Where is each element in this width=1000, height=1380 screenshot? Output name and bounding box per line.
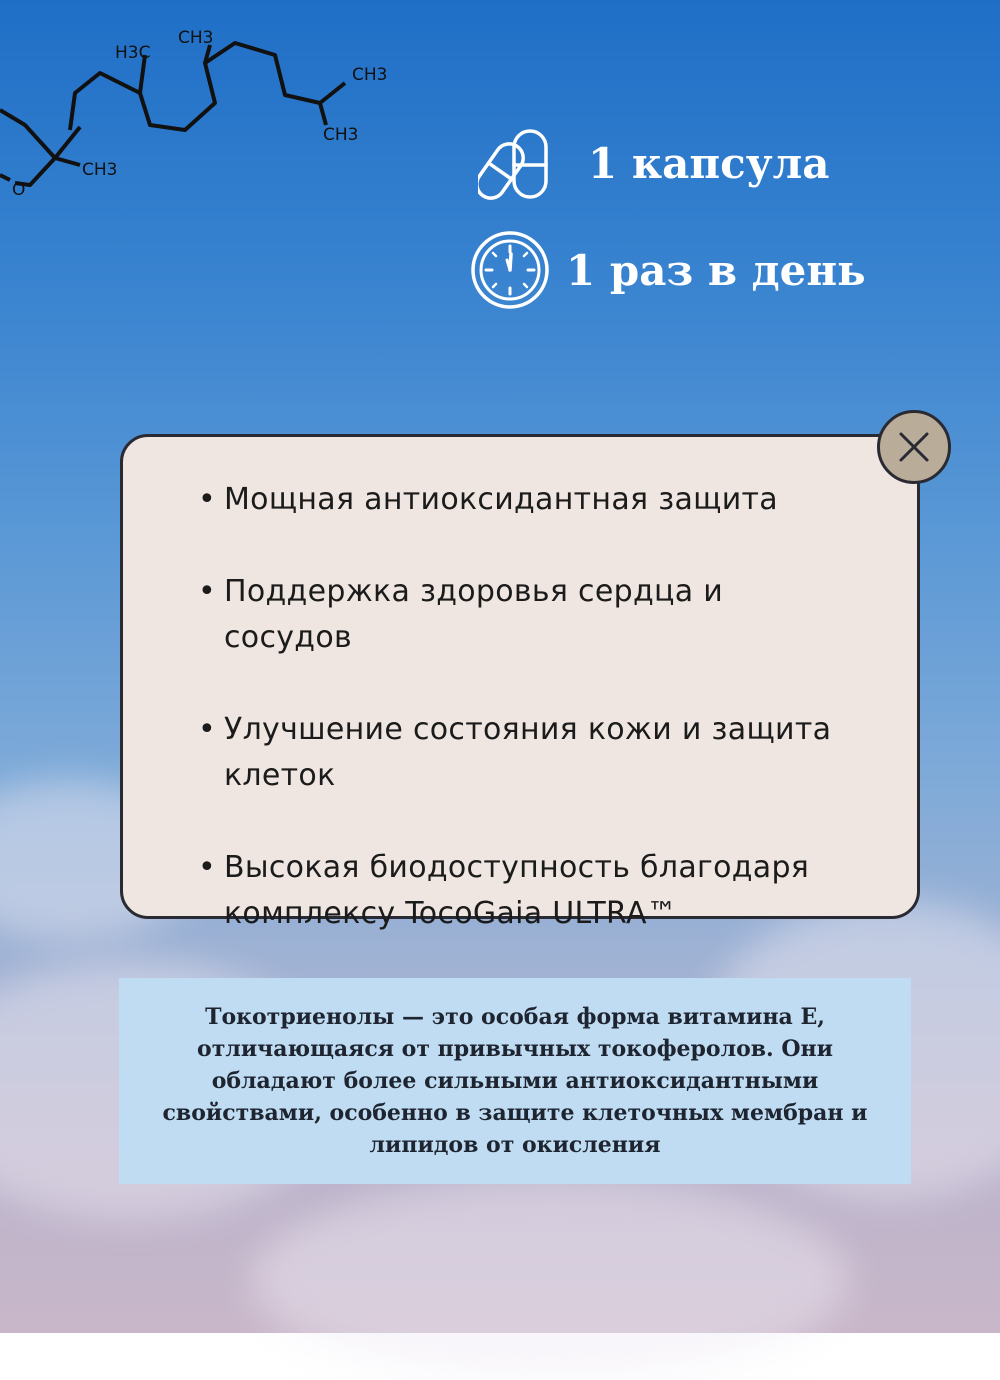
info-box [119,978,911,1184]
benefit-item: • Улучшение состояния кожи и защита клеток [198,707,858,799]
benefit-item: • Поддержка здоровья сердца и сосудов [198,569,858,661]
close-button[interactable] [877,410,951,484]
molecule-label: O [12,180,26,200]
benefit-item: • Мощная антиоксидантная защита [198,477,858,523]
benefit-item: • Высокая биодоступность благодаря комплексу TocoGaia ULTRA™ [198,845,858,937]
close-icon [897,430,931,464]
molecule-label: CH3 [178,28,214,48]
benefits-card [120,434,920,931]
frequency-dosage [470,230,866,310]
molecule-label: CH3 [323,125,359,145]
frequency-text: 1 раз в день [566,245,866,295]
molecule-label: CH3 [82,160,118,180]
molecule-structure-icon [0,15,400,205]
cloud-decoration [250,1180,850,1380]
info-text: Токотриенолы — это особая форма витамина Е, отличающаяся от привычных токоферолов. Они обладают более сильными антиоксидантными свойствами, особенно в защите клеточных мембран и липидов от окисления [162,1004,868,1158]
capsule-icon [478,125,550,201]
molecule-label: H3C [115,43,151,63]
molecule-label: CH3 [352,65,388,85]
capsule-count-text: 1 капсула [588,138,830,188]
clock-icon [470,230,550,310]
capsule-dosage [478,125,829,201]
benefits-list [198,477,858,937]
